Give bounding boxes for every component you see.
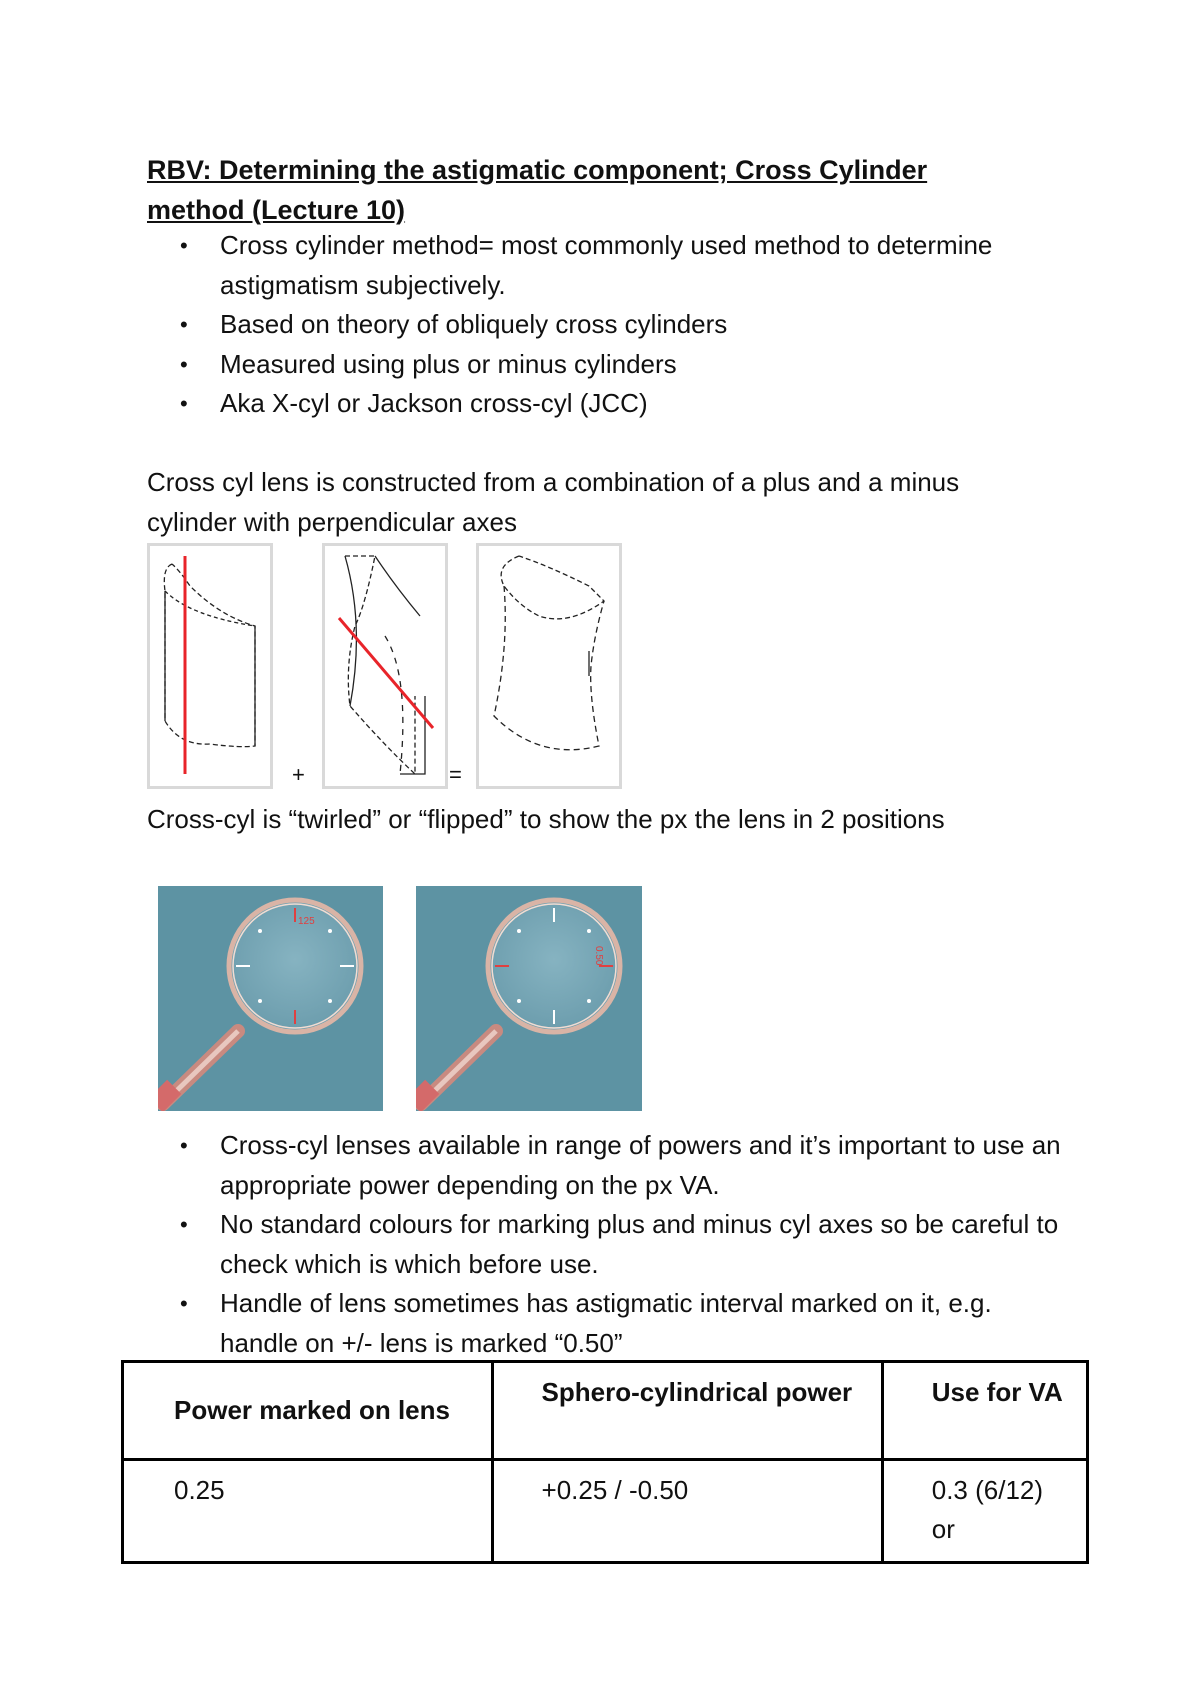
- table-cell: 0.3 (6/12) or: [882, 1460, 1087, 1563]
- cross-cylinder-power-table: [121, 1360, 1089, 1564]
- table-header-row: [123, 1362, 1088, 1460]
- bullet-icon: •: [180, 1291, 188, 1316]
- equals-operator: =: [449, 762, 462, 787]
- list-item: • Based on theory of obliquely cross cylinders: [147, 305, 997, 345]
- bullet-icon: •: [180, 391, 188, 416]
- column-header-sphero-cyl-power: Sphero-cylindrical power: [492, 1362, 882, 1460]
- column-header-power-marked: Power marked on lens: [123, 1362, 493, 1460]
- bullet-icon: •: [180, 233, 188, 258]
- bullet-icon: •: [180, 312, 188, 337]
- intro-bullet-list: [147, 226, 997, 424]
- list-item: • Measured using plus or minus cylinders: [147, 345, 997, 385]
- bullet-icon: •: [180, 1212, 188, 1237]
- table-cell: +0.25 / -0.50: [492, 1460, 882, 1563]
- lens-power-label: 125: [298, 916, 315, 927]
- list-item: • Cross-cyl lenses available in range of powers and it’s important to use an appropriate power depending on the px VA.: [147, 1126, 1067, 1205]
- list-item: • Handle of lens sometimes has astigmatic interval marked on it, e.g. handle on +/- lens is marked “0.50”: [147, 1284, 1067, 1363]
- table-cell: 0.25: [123, 1460, 493, 1563]
- minus-cylinder-diagram: [322, 543, 448, 789]
- lens-power-label: 0.50: [593, 946, 604, 966]
- list-item: • No standard colours for marking plus and minus cyl axes so be careful to check which is which before use.: [147, 1205, 1067, 1284]
- cylinder-axis-line: [339, 618, 433, 728]
- construction-paragraph: Cross cyl lens is constructed from a combination of a plus and a minus cylinder with perpendicular axes: [147, 467, 960, 537]
- page-title: RBV: Determining the astigmatic component; Cross Cylinder method (Lecture 10): [147, 155, 928, 225]
- cross-cylinder-result-diagram: [476, 543, 622, 789]
- notes-bullet-list: [147, 1126, 1067, 1363]
- bullet-icon: •: [180, 351, 188, 377]
- column-header-use-for-va: Use for VA: [882, 1362, 1087, 1460]
- cross-cylinder-photo-position-1: [158, 886, 383, 1111]
- twirl-paragraph: Cross-cyl is “twirled” or “flipped” to show the px the lens in 2 positions: [147, 804, 945, 834]
- bullet-icon: •: [180, 1133, 188, 1158]
- table-row: [123, 1460, 1088, 1563]
- plus-cylinder-diagram: [147, 543, 273, 789]
- cross-cylinder-photo-position-2: [416, 886, 642, 1111]
- list-item: • Cross cylinder method= most commonly used method to determine astigmatism subjectively.: [147, 226, 997, 305]
- list-item: • Aka X-cyl or Jackson cross-cyl (JCC): [147, 384, 997, 424]
- plus-operator: +: [292, 762, 305, 787]
